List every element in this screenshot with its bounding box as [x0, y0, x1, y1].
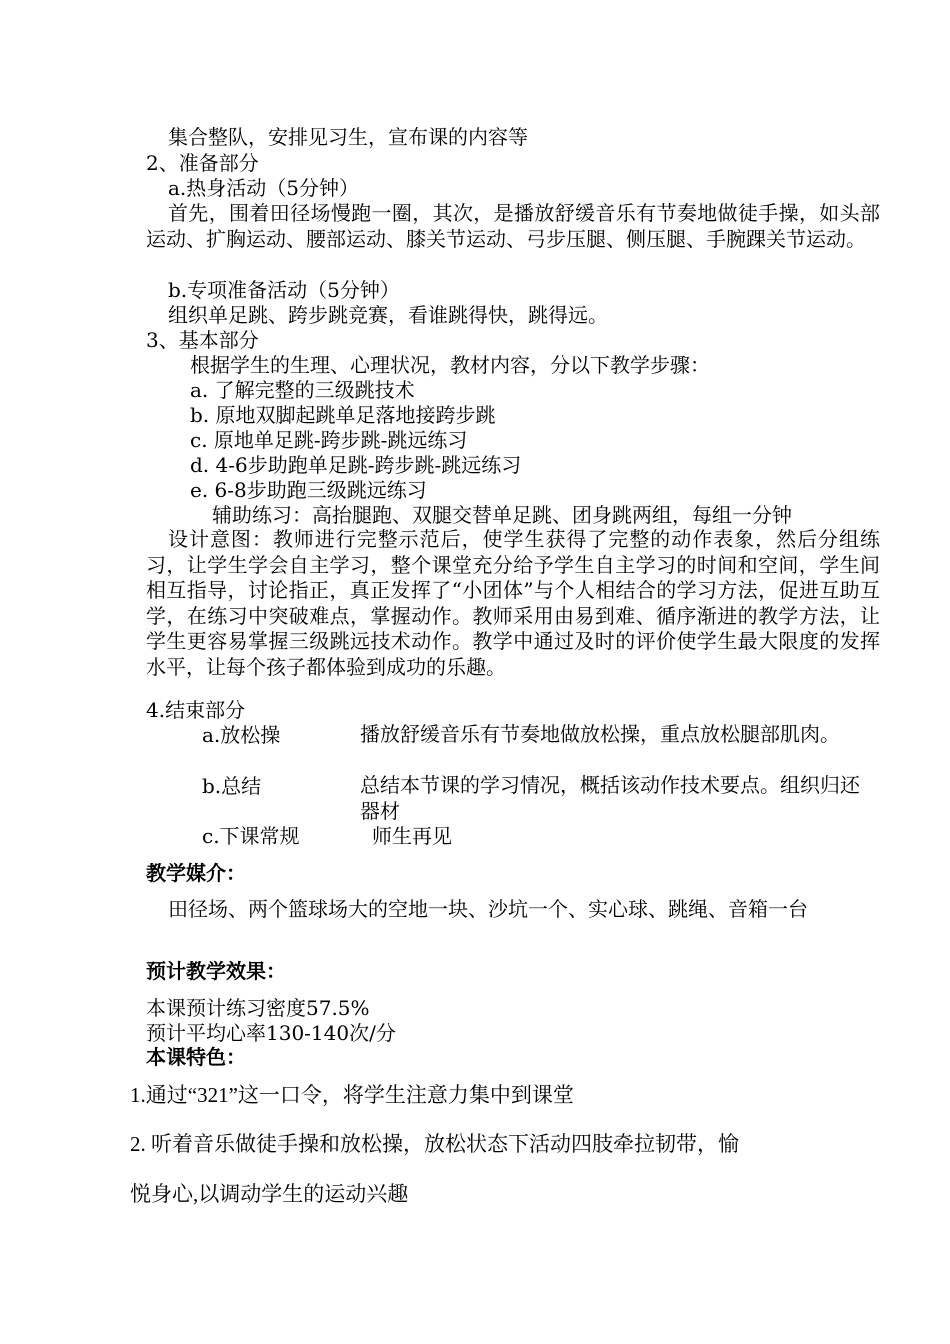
ending-item-label: b.总结 — [202, 774, 262, 798]
effect-heading: 预计教学效果： — [146, 959, 286, 983]
step-item: b. 原地双脚起跳单足落地接跨步跳 — [190, 403, 496, 427]
feature-item-continued: 悦身心,以调动学生的运动兴趣 — [130, 1182, 409, 1206]
feature-item: 2. 听着音乐做徒手操和放松操，放松状态下活动四肢牵拉韧带，愉 — [130, 1132, 739, 1156]
media-text: 田径场、两个篮球场大的空地一块、沙坑一个、实心球、跳绳、音箱一台 — [168, 897, 808, 921]
media-heading: 教学媒介： — [146, 861, 246, 885]
effect-heart-rate: 预计平均心率130-140次/分 — [146, 1021, 396, 1045]
design-intent: 设计意图：教师进行完整示范后，使学生获得了完整的动作表象，然后分组练习，让学生学会自主学习，整个课堂充分给予学生自主学习的时间和空间，学生间相互指导，讨论指正，真正发挥了“小团体”与个人相结合的学习方法，促进互助互学，在练习中突破难点，掌握动作。教师采用由易到难、循序渐进的教学方法，让学生更容易掌握三级跳远技术动作。教学中通过及时的评价使学生最大限度的发挥水平，让每个孩子都体验到成功的乐趣。 — [146, 527, 880, 679]
ending-item-label: a.放松操 — [202, 723, 281, 747]
features-heading: 本课特色： — [146, 1045, 246, 1069]
ending-item-text: 播放舒缓音乐有节奏地做放松操，重点放松腿部肌肉。 — [360, 722, 840, 746]
special-prep-title: b.专项准备活动（5分钟） — [168, 278, 400, 302]
section-3-heading: 3、基本部分 — [146, 328, 259, 352]
auxiliary-practice: 辅助练习：高抬腿跑、双腿交替单足跳、团身跳两组，每组一分钟 — [212, 503, 792, 527]
effect-density: 本课预计练习密度57.5% — [146, 996, 370, 1020]
warmup-text: 首先，围着田径场慢跑一圈，其次，是播放舒缓音乐有节奏地做徒手操，如头部运动、扩胸运动、腰部运动、膝关节运动、弓步压腿、侧压腿、手腕踝关节运动。 — [146, 201, 880, 251]
step-item: a. 了解完整的三级跳技术 — [190, 378, 415, 402]
ending-item-label: c.下课常规 — [202, 824, 300, 848]
section-4-heading: 4.结束部分 — [146, 698, 246, 722]
step-item: e. 6-8步助跑三级跳远练习 — [190, 478, 427, 502]
step-item: c. 原地单足跳-跨步跳-跳远练习 — [190, 428, 468, 452]
ending-item-text: 总结本节课的学习情况，概括该动作技术要点。组织归还器材 — [360, 773, 860, 823]
section-3-lead: 根据学生的生理、心理状况，教材内容，分以下教学步骤： — [190, 353, 710, 377]
feature-item: 1.通过“321”这一口令，将学生注意力集中到课堂 — [130, 1083, 574, 1107]
intro-text: 集合整队，安排见习生，宣布课的内容等 — [168, 125, 528, 149]
ending-item-text: 师生再见 — [372, 824, 452, 848]
step-item: d. 4-6步助跑单足跳-跨步跳-跳远练习 — [190, 453, 522, 477]
special-prep-text: 组织单足跳、跨步跳竞赛，看谁跳得快，跳得远。 — [168, 303, 608, 327]
warmup-title: a.热身活动（5分钟） — [168, 176, 360, 200]
section-2-heading: 2、准备部分 — [146, 151, 259, 175]
